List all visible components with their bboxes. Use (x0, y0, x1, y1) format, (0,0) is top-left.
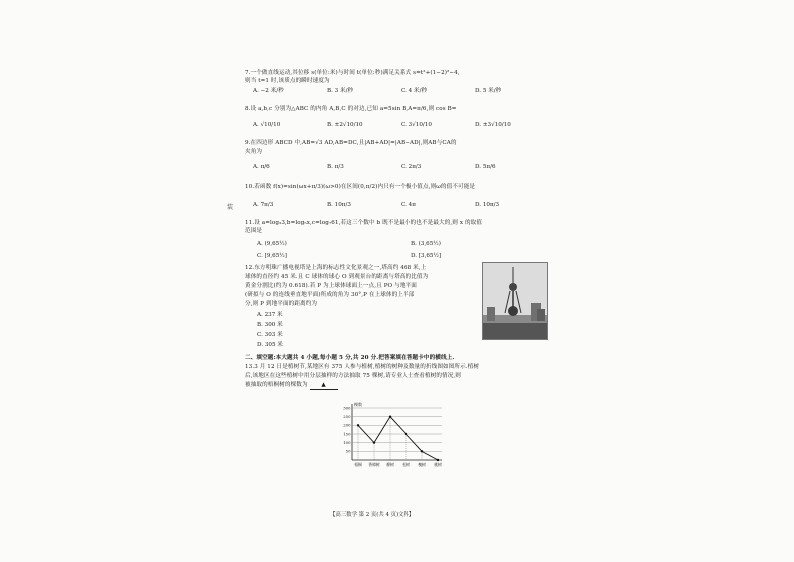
x-tick-label-0: 梧桐 (354, 462, 362, 467)
q11-stem-line-1: 11.设 a=log₃3,b=log₅x,c=log₇61,若这三个数中 b 既不是最小的也不是最大的,则 x 的取值 (245, 220, 483, 226)
q12-stem-line-1: 12.东方明珠广播电视塔是上海的标志性文化景观之一,塔高约 468 米,上 (245, 265, 427, 271)
q11-stem-line-2: 范围是 (245, 228, 263, 234)
q8-option-d: D. ±3√10/10 (475, 122, 511, 128)
q12-option-d: D. 305 米 (257, 342, 283, 348)
q11-option-b: B. (3,65½) (411, 241, 441, 247)
data-point-2 (389, 415, 391, 417)
q10-option-b: B. 10π/3 (327, 202, 351, 208)
q9-option-c: C. 2π/3 (401, 164, 422, 170)
binding-margin-mark: 装 (227, 204, 234, 211)
q12-stem-line-3: 黄金分割比(约为 0.618).若 P 为上球体球面上一点,且 PO 与地平面 (245, 283, 417, 289)
page-footer: 【高三数学 第 2 页(共 4 页)文科】 (330, 512, 415, 518)
q10-stem: 10.若函数 f(x)=sin(ωx+π/3)(ω>0)在区间(0,π/2)内只有一个极小值点,则ω的值不可能是 (245, 184, 476, 190)
q12-option-c: C. 303 米 (257, 332, 283, 338)
q10-option-a: A. 7π/3 (253, 202, 274, 208)
x-tick-label-1: 香樟树 (368, 462, 380, 467)
q9-option-a: A. π/6 (253, 164, 270, 170)
data-point-3 (405, 433, 407, 435)
y-tick-label-200: 200 (343, 422, 351, 428)
y-axis-label: 棵数 (354, 402, 362, 407)
x-tick-label-2: 柳树 (386, 462, 394, 467)
q10-option-c: C. 4π (401, 202, 416, 208)
y-tick-label-250: 250 (343, 414, 351, 420)
q13-stem-line-2: 后,该地区在这些植树中用分层抽样的方法抽取 75 棵树,请专业人士查看植树的情况,则 (245, 373, 461, 379)
q7-option-d: D. 5 米/秒 (475, 88, 502, 94)
series-line (358, 417, 438, 460)
q9-option-b: B. π/3 (327, 164, 344, 170)
q13-stem-line-3-text: 被抽取的梧桐树的棵数为 (245, 382, 308, 388)
q8-option-c: C. 3√10/10 (401, 122, 432, 128)
q7-option-c: C. 4 米/秒 (401, 88, 428, 94)
x-tick-label-5: 桃树 (434, 462, 442, 467)
data-point-4 (421, 450, 423, 452)
q7-stem-line-2: 则当 t=1 时,该质点的瞬时速度为 (245, 78, 330, 84)
q7-option-b: B. 3 米/秒 (327, 88, 354, 94)
q13-blank-marker: ▲ (321, 382, 326, 388)
q9-stem-line-1: 9.在四边形 ABCD 中,AB=√3 AD,AB=DC,且|AB+AD|=|AB−AD|,则AB与CA的 (245, 140, 457, 146)
y-tick-label-50: 50 (345, 448, 351, 454)
x-tick-label-4: 槐树 (418, 462, 426, 467)
q11-option-a: A. (9,65½) (257, 241, 287, 247)
q7-stem-line-1: 7.一个做直线运动,其位移 s(单位:米)与时间 t(单位:秒)满足关系式 s=t²+(1−2)²−4, (245, 70, 460, 76)
q11-option-c: C. [9,65½] (257, 253, 287, 259)
data-point-1 (373, 441, 375, 443)
q12-stem-line-4: (研拟与 O 的连线垂直地平面)所成的角为 30°,P 在上球体的上半部 (245, 292, 415, 298)
chart-svg (338, 400, 448, 470)
q13-stem-line-3 (245, 382, 338, 390)
q9-option-d: D. 5π/6 (475, 164, 496, 170)
q12-stem-line-2: 球体的直径约 45 米.且 C 球体的球心 O 到观景台的距离与塔高的比值为 (245, 274, 429, 280)
q12-option-a: A. 237 米 (257, 312, 283, 318)
y-tick-label-300: 300 (343, 405, 351, 411)
q13-stem-line-1: 13.3 月 12 日是植树节,某地区有 375 人参与植树,植树的树种及数量的折线图如图所示.植树 (245, 364, 480, 370)
q8-stem: 8.设 a,b,c 分别为△ABC 的内角 A,B,C 的对边,已知 a=5sin B,A=π/6,则 cos B= (245, 106, 457, 112)
q12-stem-line-5: 分,则 P 到地平面的距离约为 (245, 301, 318, 307)
x-tick-label-3: 松树 (402, 462, 410, 467)
q9-stem-line-2: 夹角为 (245, 149, 263, 155)
y-tick-label-100: 100 (343, 440, 351, 446)
oriental-pearl-tower-photo (482, 262, 548, 340)
tree-count-line-chart (338, 400, 448, 470)
y-tick-label-150: 150 (343, 431, 351, 437)
data-point-0 (357, 424, 359, 426)
q10-option-d: D. 10π/3 (475, 202, 500, 208)
q13-answer-blank (310, 382, 338, 390)
tower-illustration (483, 263, 547, 339)
section-2-heading: 二、填空题:本大题共 4 小题,每小题 5 分,共 20 分.把答案填在答题卡中的横线上. (245, 355, 455, 361)
q8-option-a: A. √10/10 (253, 122, 281, 128)
q7-option-a: A. −2 米/秒 (253, 88, 284, 94)
q8-option-b: B. ±2√10/10 (327, 122, 363, 128)
q11-option-d: D. [3,65½] (411, 253, 442, 259)
q12-option-b: B. 300 米 (257, 322, 283, 328)
data-point-5 (437, 459, 439, 461)
